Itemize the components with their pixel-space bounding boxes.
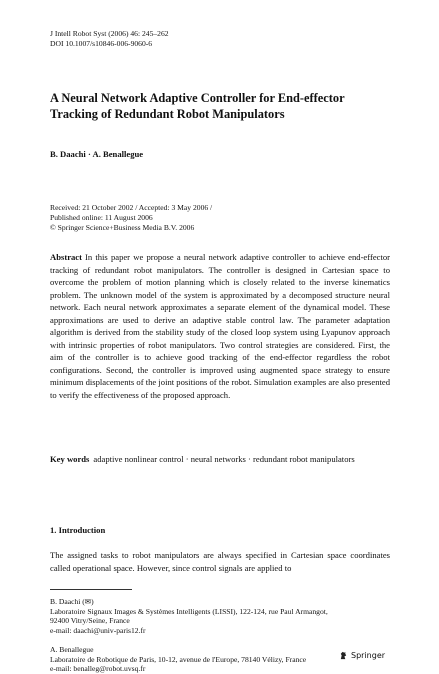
publication-dates (50, 203, 212, 233)
paper-title: A Neural Network Adaptive Controller for End-effector Tracking of Redundant Robot Manipulators (50, 91, 345, 121)
received-date: Received: 21 October 2002 / Accepted: 3 May 2006 / (50, 203, 213, 212)
published-date: Published online: 11 August 2006 (50, 213, 153, 222)
footnote-author-2 (50, 645, 306, 674)
author-2-affiliation: Laboratoire de Robotique de Paris, 10-12, avenue de l'Europe, 78140 Vélizy, France (50, 654, 307, 664)
keywords-label: Key words (50, 454, 90, 464)
introduction-text: The assigned tasks to robot manipulators are always specified in Cartesian space coordinates called operational space. However, since control signals are applied to (50, 550, 390, 573)
author-1-email[interactable]: e-mail: daachi@univ-paris12.fr (50, 625, 146, 635)
footnote-rule (50, 589, 132, 590)
keywords-block (50, 453, 390, 466)
publisher-mark (339, 651, 385, 660)
keywords-text: adaptive nonlinear control · neural networks · redundant robot manipulators (93, 454, 355, 464)
author-2-email[interactable]: e-mail: benalleg@robot.uvsq.fr (50, 664, 146, 674)
springer-horse-icon (339, 651, 348, 660)
abstract-block (50, 251, 390, 401)
copyright-notice: © Springer Science+Business Media B.V. 2006 (50, 223, 195, 232)
journal-header (50, 29, 169, 49)
publisher-name: Springer (351, 651, 386, 660)
abstract-text: In this paper we propose a neural network adaptive controller to achieve end-effector tracking of redundant robot manipulators. The controller is designed in Cartesian space to overcome the problem of motion planning which is closely related to the inverse kinematics problem. The unknown model of the system is approximated by a decomposed structure neural network. Each neural network approximates a separate element of the dynamical model. These approximations are used to derive an adaptive stable control law. The parameter adaptation algorithm is derived from the stability study of the closed loop system using Lyapunov approach with intrinsic properties of robot manipulators. Two control strategies are considered. First, the aim of the controller is to achieve good tracking of the end-effector regardless the robot configurations. Second, the controller is improved using augmented space strategy to ensure minimum displacements of the joint positions of the robot. Simulation examples are also presented to verify the effectiveness of the proposed approach. (50, 252, 390, 400)
journal-citation: J Intell Robot Syst (2006) 46: 245–262 (50, 29, 169, 38)
section-heading: 1. Introduction (50, 525, 106, 535)
author-1-affiliation: Laboratoire Signaux Images & Systèmes Intelligents (LISSI), 122-124, rue Paul Armangot, (50, 606, 328, 616)
author-1-address: 92400 Vitry/Seine, France (50, 616, 130, 626)
footnote-author-1 (50, 597, 328, 635)
journal-doi: DOI 10.1007/s10846-006-9060-6 (50, 39, 153, 48)
authors-line: B. Daachi · A. Benallegue (50, 149, 144, 159)
author-2-name: A. Benallegue (50, 645, 94, 654)
abstract-label: Abstract (50, 252, 82, 262)
author-1-name: B. Daachi (✉) (50, 597, 94, 606)
